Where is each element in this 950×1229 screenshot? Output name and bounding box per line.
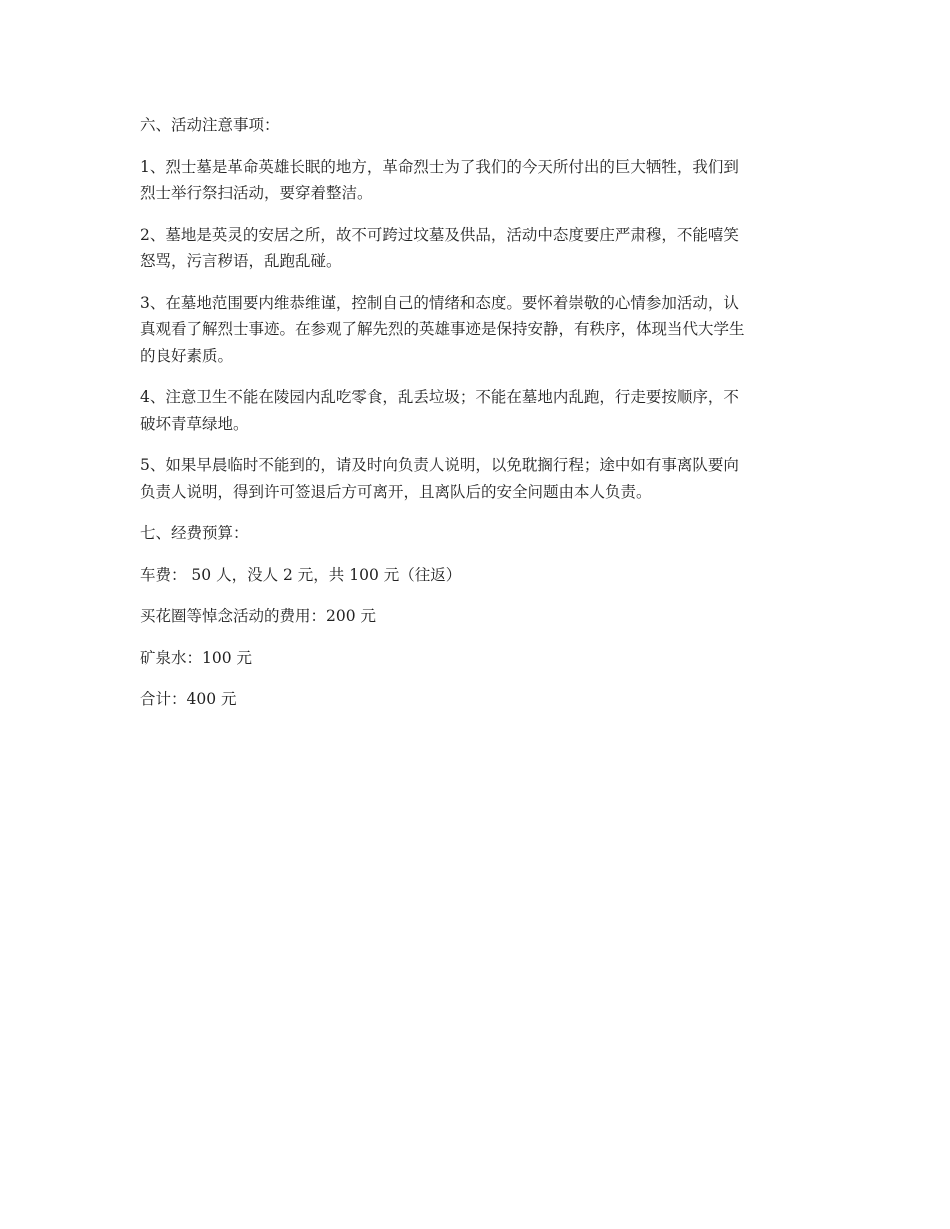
notice-item-5 — [140, 452, 812, 505]
budget-wreath: 买花圈等悼念活动的费用：200 元 — [140, 607, 377, 625]
notice-item-4-line-2: 破坏青草绿地。 — [140, 414, 249, 433]
notice-item-3 — [140, 290, 812, 370]
notice-item-1-line-2: 烈士举行祭扫活动，要穿着整洁。 — [140, 184, 373, 202]
notice-item-2 — [140, 222, 812, 275]
notice-item-3-line-1: 3、在墓地范围要内维恭维谨，控制自己的情绪和态度。要怀着崇敬的心情参加活动，认 — [140, 293, 739, 312]
notice-item-2-line-1: 2、墓地是英灵的安居之所，故不可跨过坟墓及供品，活动中态度要庄严肃穆，不能嘻笑 — [140, 225, 739, 244]
notice-item-2-line-2: 怒骂，污言秽语，乱跑乱碰。 — [140, 252, 342, 270]
notice-item-1-line-1: 1、烈士墓是革命英雄长眠的地方，革命烈士为了我们的今天所付出的巨大牺牲，我们到 — [140, 157, 739, 176]
notice-item-3-line-2: 真观看了解烈士事迹。在参观了解先烈的英雄事迹是保持安静，有秩序，体现当代大学生 — [140, 320, 745, 338]
budget-total: 合计：400 元 — [140, 690, 237, 708]
section7-heading: 七、经费预算： — [140, 524, 249, 542]
section6-heading: 六、活动注意事项： — [140, 116, 280, 134]
notice-item-4 — [140, 384, 812, 437]
notice-item-3-line-3: 的良好素质。 — [140, 346, 234, 365]
budget-transport: 车费： 50 人，没人 2 元，共 100 元（往返） — [140, 565, 462, 584]
notice-item-4-line-1: 4、注意卫生不能在陵园内乱吃零食，乱丢垃圾；不能在墓地内乱跑，行走要按顺序，不 — [140, 388, 739, 406]
notice-item-1 — [140, 154, 812, 207]
notice-item-5-line-2: 负责人说明，得到许可签退后方可离开，且离队后的安全问题由本人负责。 — [140, 482, 652, 501]
budget-water: 矿泉水：100 元 — [140, 648, 253, 667]
notice-item-5-line-1: 5、如果早晨临时不能到的，请及时向负责人说明，以免耽搁行程；途中如有事离队要向 — [140, 456, 739, 474]
document-body — [140, 112, 812, 728]
